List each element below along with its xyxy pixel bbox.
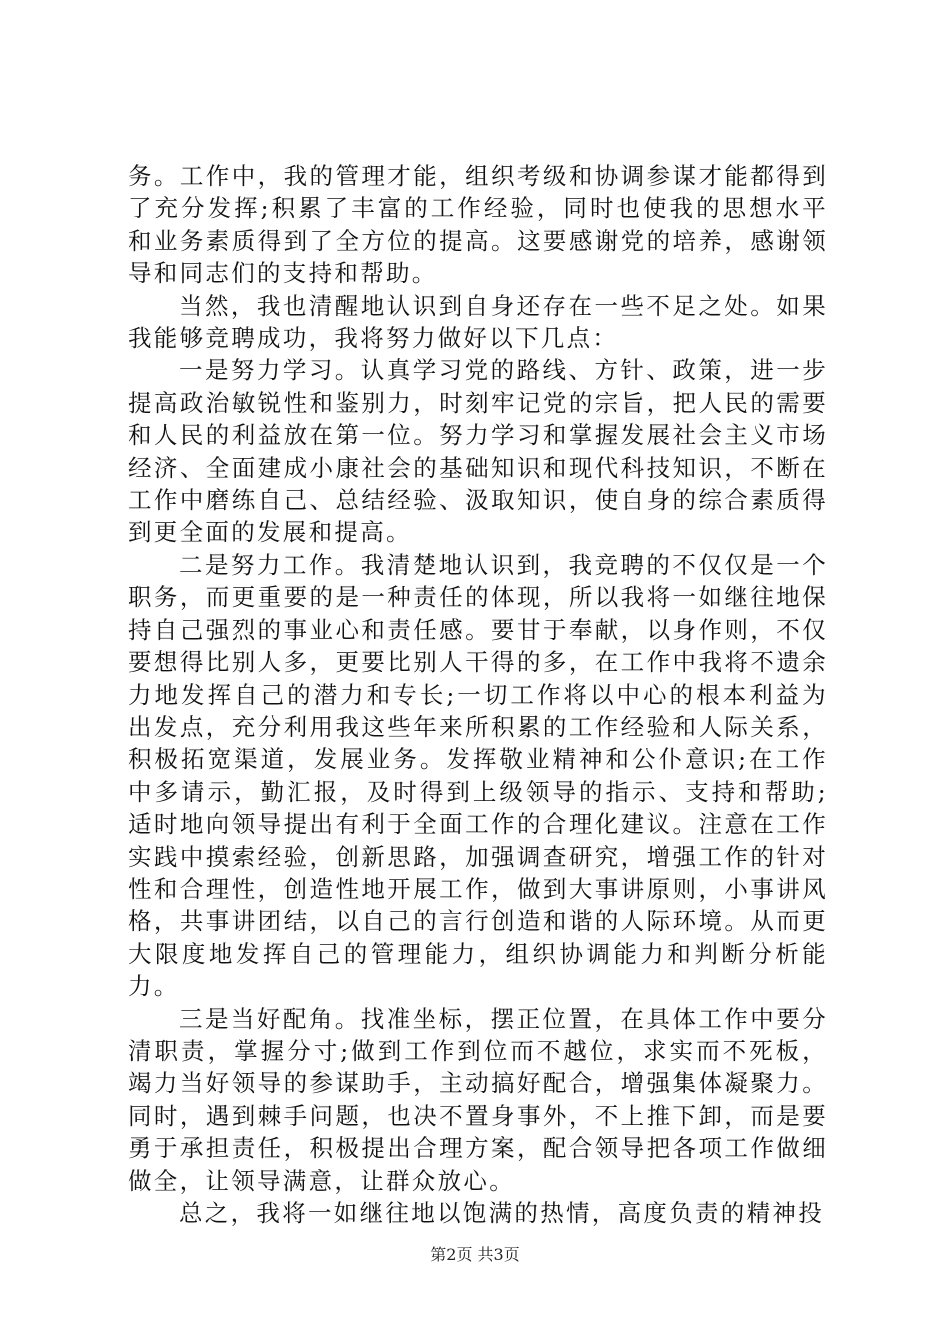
paragraph-self-assessment: 当然，我也清醒地认识到自身还存在一些不足之处。如果我能够竞聘成功，我将努力做好以下几点： bbox=[128, 291, 828, 353]
page-footer bbox=[0, 1245, 950, 1265]
paragraph-continuation: 务。工作中，我的管理才能，组织考级和协调参谋才能都得到了充分发挥;积累了丰富的工作经验，同时也使我的思想水平和业务素质得到了全方位的提高。这要感谢党的培养，感谢领导和同志们的支持和帮助。 bbox=[128, 162, 828, 288]
page-number-label: 第2页 共3页 bbox=[430, 1245, 520, 1264]
document-body bbox=[128, 160, 828, 1229]
paragraph-point-three-support-role: 三是当好配角。找准坐标，摆正位置，在具体工作中要分清职责，掌握分寸;做到工作到位而不越位，求实而不死板，竭力当好领导的参谋助手，主动搞好配合，增强集体凝聚力。同时，遇到棘手问题，也决不置身事外，不上推下卸，而是要勇于承担责任，积极提出合理方案，配合领导把各项工作做细做全，让领导满意，让群众放心。 bbox=[128, 1004, 828, 1195]
paragraph-point-two-work: 二是努力工作。我清楚地认识到，我竞聘的不仅仅是一个职务，而更重要的是一种责任的体现，所以我将一如继往地保持自己强烈的事业心和责任感。要甘于奉献，以身作则，不仅要想得比别人多，更要比别人干得的多，在工作中我将不遗余力地发挥自己的潜力和专长;一切工作将以中心的根本利益为出发点，充分利用我这些年来所积累的工作经验和人际关系，积极拓宽渠道，发展业务。发挥敬业精神和公仆意识;在工作中多请示，勤汇报，及时得到上级领导的指示、支持和帮助;适时地向领导提出有利于全面工作的合理化建议。注意在工作实践中摸索经验，创新思路，加强调查研究，增强工作的针对性和合理性，创造性地开展工作，做到大事讲原则，小事讲风格，共事讲团结，以自己的言行创造和谐的人际环境。从而更大限度地发挥自己的管理能力，组织协调能力和判断分析能力。 bbox=[128, 550, 828, 1001]
paragraph-conclusion: 总之，我将一如继往地以饱满的热情，高度负责的精神投 bbox=[179, 1199, 824, 1227]
paragraph-point-one-study: 一是努力学习。认真学习党的路线、方针、政策，进一步提高政治敏锐性和鉴别力，时刻牢记党的宗旨，把人民的需要和人民的利益放在第一位。努力学习和掌握发展社会主义市场经济、全面建成小康社会的基础知识和现代科技知识，不断在工作中磨练自己、总结经验、汲取知识，使自身的综合素质得到更全面的发展和提高。 bbox=[128, 356, 828, 547]
